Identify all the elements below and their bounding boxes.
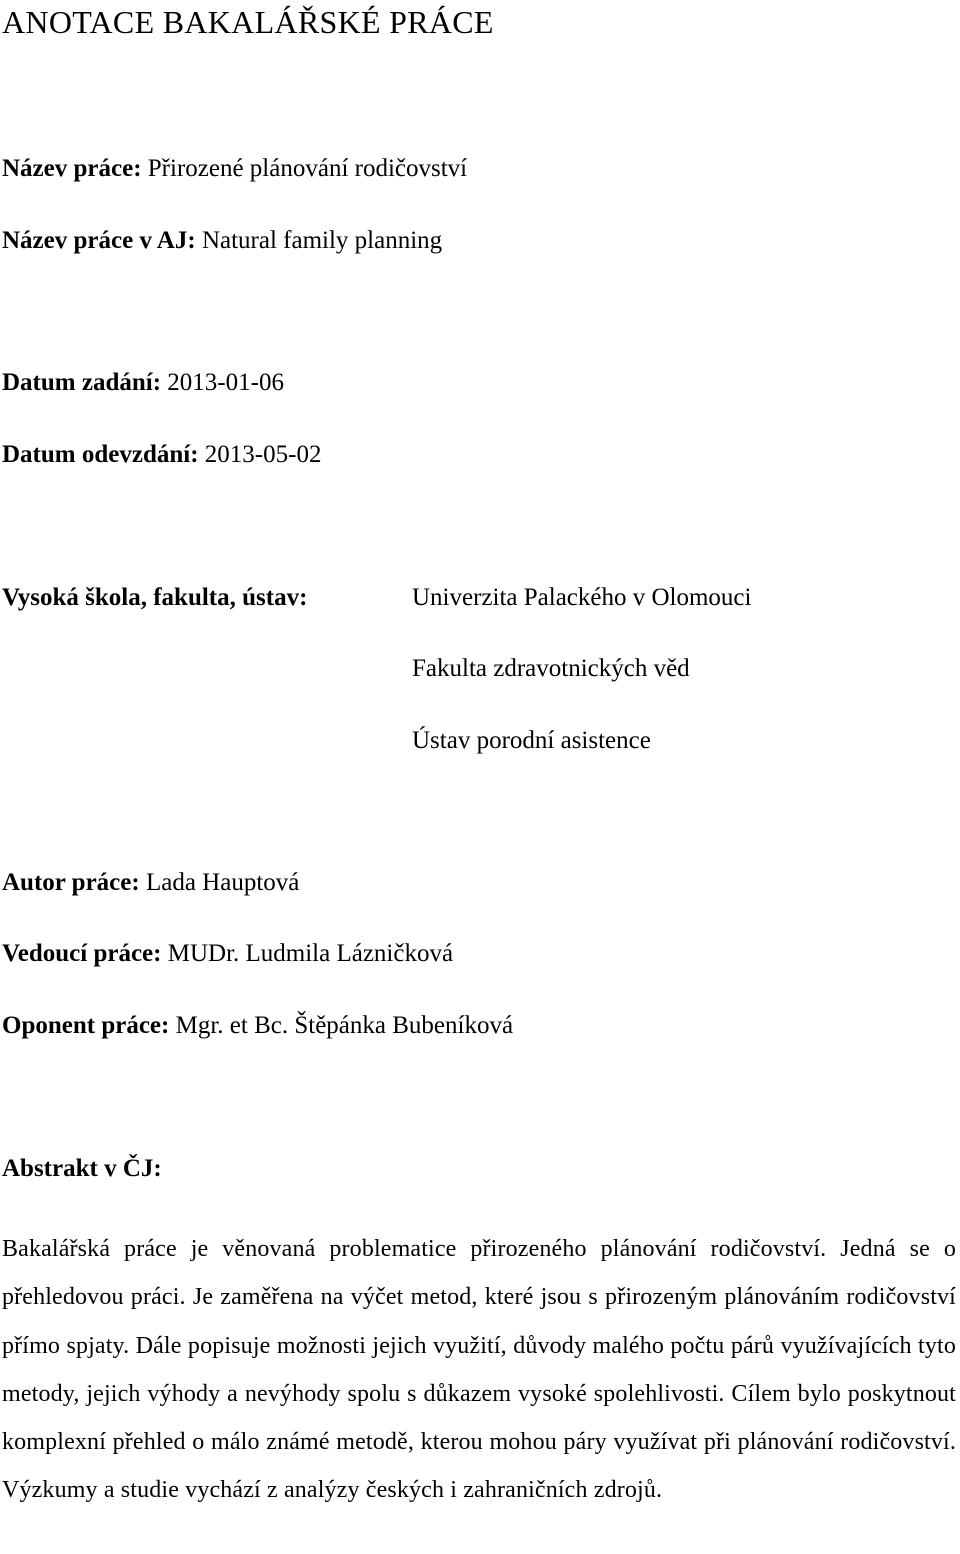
supervisor-row — [2, 938, 453, 970]
author-value: Lada Hauptová — [145, 869, 300, 896]
submission-date-value: 2013-05-02 — [204, 441, 322, 468]
abstract-text: Bakalářská práce je věnovaná problematice přirozeného plánování rodičovství. Jedná se o přehledovou práci. Je zaměřena na výčet metod, které jsou s přirozeným plánováním rodičovství přímo spjaty. Dále popisuje možnosti jejich využití, důvody malého počtu párů využívajících tyto metody, jejich výhody a nevýhody spolu s důkazem vysoké spolehlivosti. Cílem bylo poskytnout komplexní přehled o málo známé metodě, kterou mohou páry využívat při plánování rodičovství. Výzkumy a studie vychází z analýzy českých i zahraničních zdrojů. — [2, 1236, 956, 1504]
thesis-title-value: Přirozené plánování rodičovství — [147, 155, 468, 182]
institution-row — [2, 582, 307, 614]
abstract-heading: Abstrakt v ČJ: — [2, 1155, 162, 1182]
thesis-title-label: Název práce: — [2, 155, 142, 182]
thesis-title-row — [2, 153, 467, 185]
document-title: ANOTACE BAKALÁŘSKÉ PRÁCE — [2, 4, 494, 40]
assignment-date-value: 2013-01-06 — [167, 369, 284, 396]
supervisor-value: MUDr. Ludmila Lázničková — [167, 940, 454, 967]
thesis-title-en-row — [2, 225, 442, 257]
submission-date-label: Datum odevzdání: — [2, 441, 199, 468]
thesis-title-en-value: Natural family planning — [201, 227, 443, 254]
author-row — [2, 867, 299, 899]
opponent-value: Mgr. et Bc. Štěpánka Bubeníková — [175, 1012, 514, 1039]
assignment-date-label: Datum zadání: — [2, 369, 162, 396]
institution-faculty: Fakulta zdravotnických věd — [412, 655, 690, 682]
institution-label: Vysoká škola, fakulta, ústav: — [2, 584, 308, 611]
author-label: Autor práce: — [2, 869, 140, 896]
submission-date-row — [2, 439, 321, 471]
supervisor-label: Vedoucí práce: — [2, 940, 162, 967]
assignment-date-row — [2, 367, 284, 399]
opponent-row — [2, 1010, 513, 1042]
institution-department: Ústav porodní asistence — [412, 727, 651, 754]
institution-university: Univerzita Palackého v Olomouci — [412, 584, 752, 611]
thesis-title-en-label: Název práce v AJ: — [2, 227, 196, 254]
opponent-label: Oponent práce: — [2, 1012, 170, 1039]
